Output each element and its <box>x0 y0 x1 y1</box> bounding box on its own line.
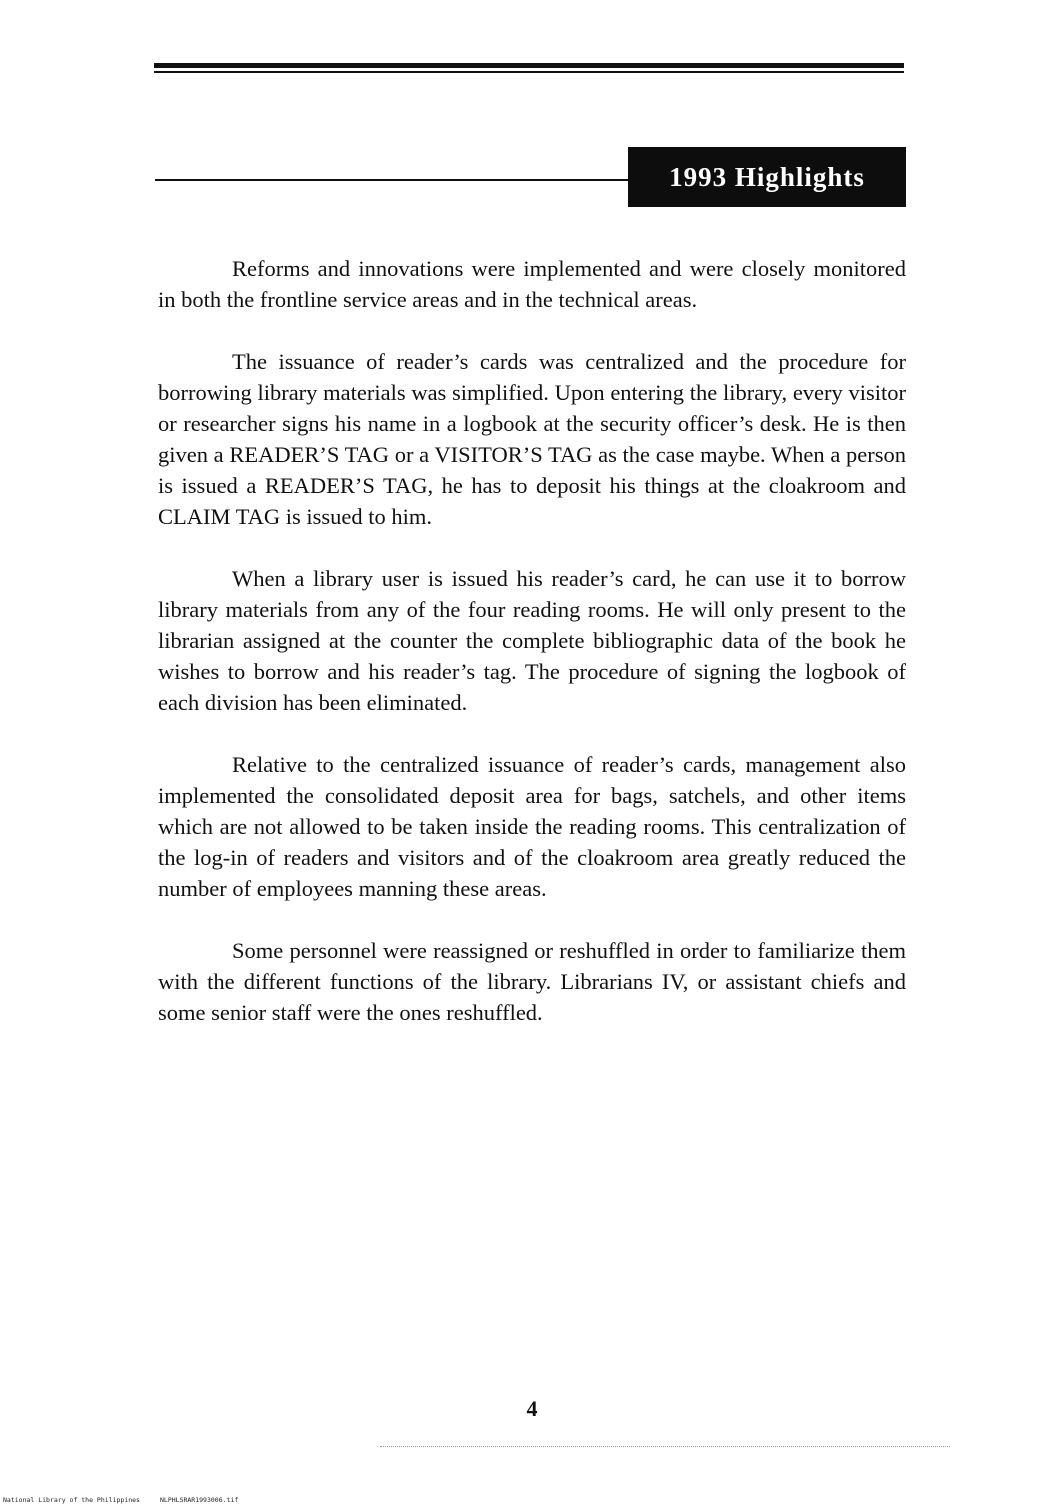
paragraph-personnel: Some personnel were reassigned or reshuffled in order to familiarize them with the different functions of the library. Librarians IV, or assistant chiefs and some senior staff were the ones reshuffled. <box>158 938 906 1025</box>
footer-institution: National Library of the Philippines <box>3 1496 140 1504</box>
paragraph-readers-cards: The issuance of reader’s cards was centralized and the procedure for borrowing library materials was simplified. Upon entering the library, every visitor or researcher signs his name in a logbook at the security officer’s desk. He is then given a READER’S TAG or a VISITOR’S TAG as the case maybe. When a person is issued a READER’S TAG, he has to deposit his things at the cloakroom and CLAIM TAG is issued to him. <box>158 349 906 529</box>
paragraph-borrowing: When a library user is issued his reader’s card, he can use it to borrow library materials from any of the four reading rooms. He will only present to the librarian assigned at the counter the complete bibliographic data of the book he wishes to borrow and his reader’s tag. The procedure of signing the logbook of each division has been eliminated. <box>158 566 906 715</box>
footer-file-name: NLPHLSRAR1993006.tif <box>160 1496 239 1504</box>
scan-speckle-line <box>380 1446 950 1447</box>
top-rule-thin <box>154 71 904 73</box>
top-rule-thick <box>154 63 904 68</box>
paragraph-deposit-area: Relative to the centralized issuance of reader’s cards, management also implemented the consolidated deposit area for bags, satchels, and other items which are not allowed to be taken inside the reading rooms. This centralization of the log-in of readers and visitors and of the cloakroom area greatly reduced the number of employees manning these areas. <box>158 752 906 901</box>
section-heading-rule <box>155 179 631 181</box>
section-heading <box>628 147 906 207</box>
page-number: 4 <box>526 1396 538 1421</box>
paragraph-reforms: Reforms and innovations were implemented and were closely monitored in both the frontline service areas and in the technical areas. <box>158 256 906 312</box>
body-text <box>158 253 906 1059</box>
section-heading-text: 1993 Highlights <box>669 161 865 192</box>
